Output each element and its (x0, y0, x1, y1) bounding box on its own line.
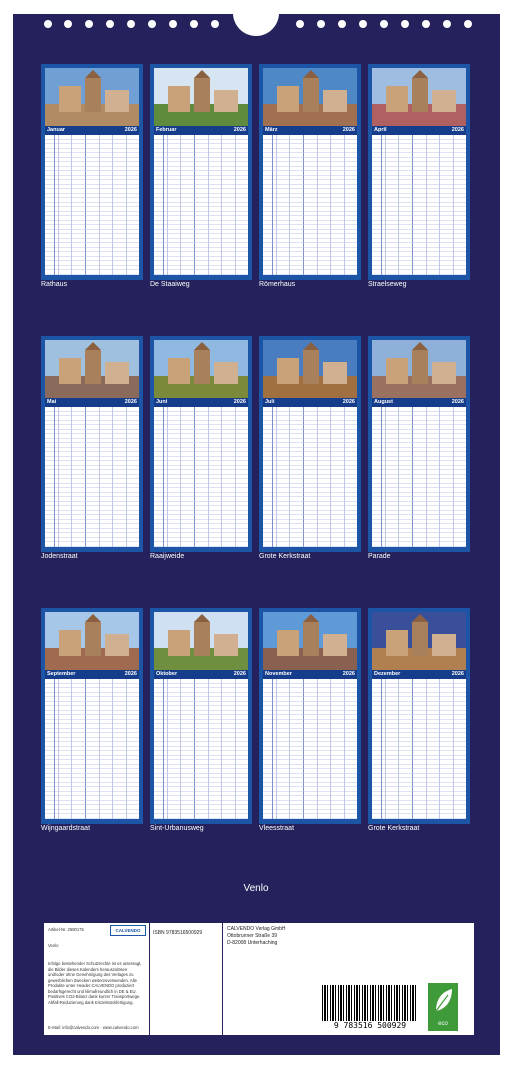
eco-label: eco (438, 1021, 448, 1027)
day-column (45, 135, 55, 275)
day-column (263, 407, 273, 547)
month-name: September (47, 671, 76, 677)
planner-grid (45, 135, 139, 275)
binding-hole (464, 20, 472, 28)
month-year: 2026 (342, 127, 355, 133)
month-photo (45, 612, 139, 670)
month-card (368, 608, 470, 824)
month-year: 2026 (451, 127, 464, 133)
month-photo (45, 340, 139, 398)
day-column (372, 135, 382, 275)
month-name: Juni (156, 399, 168, 405)
month-photo (263, 340, 357, 398)
month-header (372, 126, 466, 135)
imprint-box (43, 922, 475, 1036)
rights-text: Infolge bestehender Schutzrechte ist es untersagt, die Bilder dieses Kalenders herauszulösen und/oder ohne Genehmigung des Verlages zu gewerblichen Zwecken weiterzuverwenden. Alle Produkte unter Header CALVENDO produziert bedarfsgerecht und klimafreundlich in DE & EU. Positives CO2-Bilanz dank kurzer Transportwege. Abfall-Reduzierung dank Einzelstückfertigung. (48, 961, 142, 1005)
imprint-center (150, 923, 223, 1035)
publisher-street: Ottobrunner Straße 39 (227, 933, 278, 939)
month-photo (263, 612, 357, 670)
day-column (154, 135, 164, 275)
month-header (45, 398, 139, 407)
month-name: April (374, 127, 387, 133)
photo-caption: De Staaiweg (150, 281, 190, 288)
photo-caption: Grote Kerkstraat (368, 825, 420, 832)
month-header (263, 126, 357, 135)
month-name: Oktober (156, 671, 178, 677)
binding-hole (317, 20, 325, 28)
month-photo (263, 68, 357, 126)
month-card (150, 336, 252, 552)
month-name: August (374, 399, 393, 405)
barcode (318, 983, 422, 1031)
month-card (368, 64, 470, 280)
planner-grid (372, 679, 466, 819)
barcode-number: 9 783516 500929 (333, 1021, 407, 1030)
day-column (154, 679, 164, 819)
month-photo (372, 68, 466, 126)
photo-caption: Vleesstraat (259, 825, 295, 832)
planner-grid (154, 679, 248, 819)
month-year: 2026 (124, 671, 137, 677)
calvendo-logo: CALVENDO (110, 925, 146, 936)
month-year: 2026 (451, 399, 464, 405)
month-photo (372, 612, 466, 670)
month-card (150, 608, 252, 824)
planner-grid (154, 407, 248, 547)
imprint-left (44, 923, 150, 1035)
planner-grid (263, 679, 357, 819)
binding-hole (64, 20, 72, 28)
binding-hole (106, 20, 114, 28)
publisher-name: CALVENDO Verlag GmbH (227, 926, 286, 932)
month-name: Februar (156, 127, 177, 133)
month-card (41, 608, 143, 824)
day-column (45, 679, 55, 819)
day-column (45, 407, 55, 547)
calendar-title: Venlo (243, 883, 269, 894)
month-card (259, 608, 361, 824)
binding-hole (443, 20, 451, 28)
month-header (45, 126, 139, 135)
month-photo (154, 340, 248, 398)
planner-grid (372, 135, 466, 275)
month-year: 2026 (233, 127, 246, 133)
binding-hole (190, 20, 198, 28)
month-header (372, 670, 466, 679)
barcode-bars (322, 985, 418, 1021)
month-photo (154, 612, 248, 670)
month-year: 2026 (233, 399, 246, 405)
photo-caption: Rathaus (41, 281, 68, 288)
month-card (150, 64, 252, 280)
contact-line: E-Mail: info@calvendo.com · www.calvendo.com (48, 1025, 139, 1030)
month-name: Juli (265, 399, 275, 405)
month-name: März (265, 127, 278, 133)
binding-hole (422, 20, 430, 28)
month-header (154, 398, 248, 407)
day-column (372, 407, 382, 547)
binding-hole (338, 20, 346, 28)
photo-caption: Sint-Urbanusweg (150, 825, 204, 832)
publisher-city: D-82008 Unterhaching (227, 940, 278, 946)
month-photo (45, 68, 139, 126)
photo-caption: Grote Kerkstraat (259, 553, 311, 560)
planner-grid (263, 407, 357, 547)
month-header (263, 670, 357, 679)
photo-caption: Raaijweide (150, 553, 185, 560)
binding-hole (380, 20, 388, 28)
day-column (372, 679, 382, 819)
month-card (41, 336, 143, 552)
binding-hole (148, 20, 156, 28)
month-name: Dezember (374, 671, 401, 677)
planner-grid (154, 135, 248, 275)
month-name: November (265, 671, 292, 677)
month-year: 2026 (451, 671, 464, 677)
planner-grid (372, 407, 466, 547)
binding-hole (85, 20, 93, 28)
month-header (372, 398, 466, 407)
binding-hole (359, 20, 367, 28)
month-header (154, 126, 248, 135)
month-header (154, 670, 248, 679)
month-year: 2026 (233, 671, 246, 677)
month-header (45, 670, 139, 679)
month-card (259, 64, 361, 280)
photo-caption: Wijngaardstraat (41, 825, 91, 832)
planner-grid (263, 135, 357, 275)
binding-hole (211, 20, 219, 28)
photo-caption: Straelseweg (368, 281, 407, 288)
binding-hole (127, 20, 135, 28)
planner-grid (45, 679, 139, 819)
month-card (368, 336, 470, 552)
month-year: 2026 (342, 671, 355, 677)
photo-caption: Römerhaus (259, 281, 296, 288)
imprint-place: Venlo (48, 943, 59, 948)
month-year: 2026 (342, 399, 355, 405)
month-photo (372, 340, 466, 398)
month-year: 2026 (124, 399, 137, 405)
month-year: 2026 (124, 127, 137, 133)
eco-badge (428, 983, 458, 1031)
month-name: Januar (47, 127, 66, 133)
month-name: Mai (47, 399, 57, 405)
planner-grid (45, 407, 139, 547)
photo-caption: Jodenstraat (41, 553, 78, 560)
month-card (41, 64, 143, 280)
month-header (263, 398, 357, 407)
day-column (263, 679, 273, 819)
photo-caption: Parade (368, 553, 391, 560)
binding-hole (401, 20, 409, 28)
month-card (259, 336, 361, 552)
month-photo (154, 68, 248, 126)
leaf-icon (428, 983, 458, 1019)
binding-hole (296, 20, 304, 28)
isbn: ISBN 9783516500929 (153, 930, 203, 936)
article-number: Artikel-Nr. 2680175 (48, 927, 84, 932)
binding-hole (169, 20, 177, 28)
day-column (154, 407, 164, 547)
day-column (263, 135, 273, 275)
binding-hole (44, 20, 52, 28)
